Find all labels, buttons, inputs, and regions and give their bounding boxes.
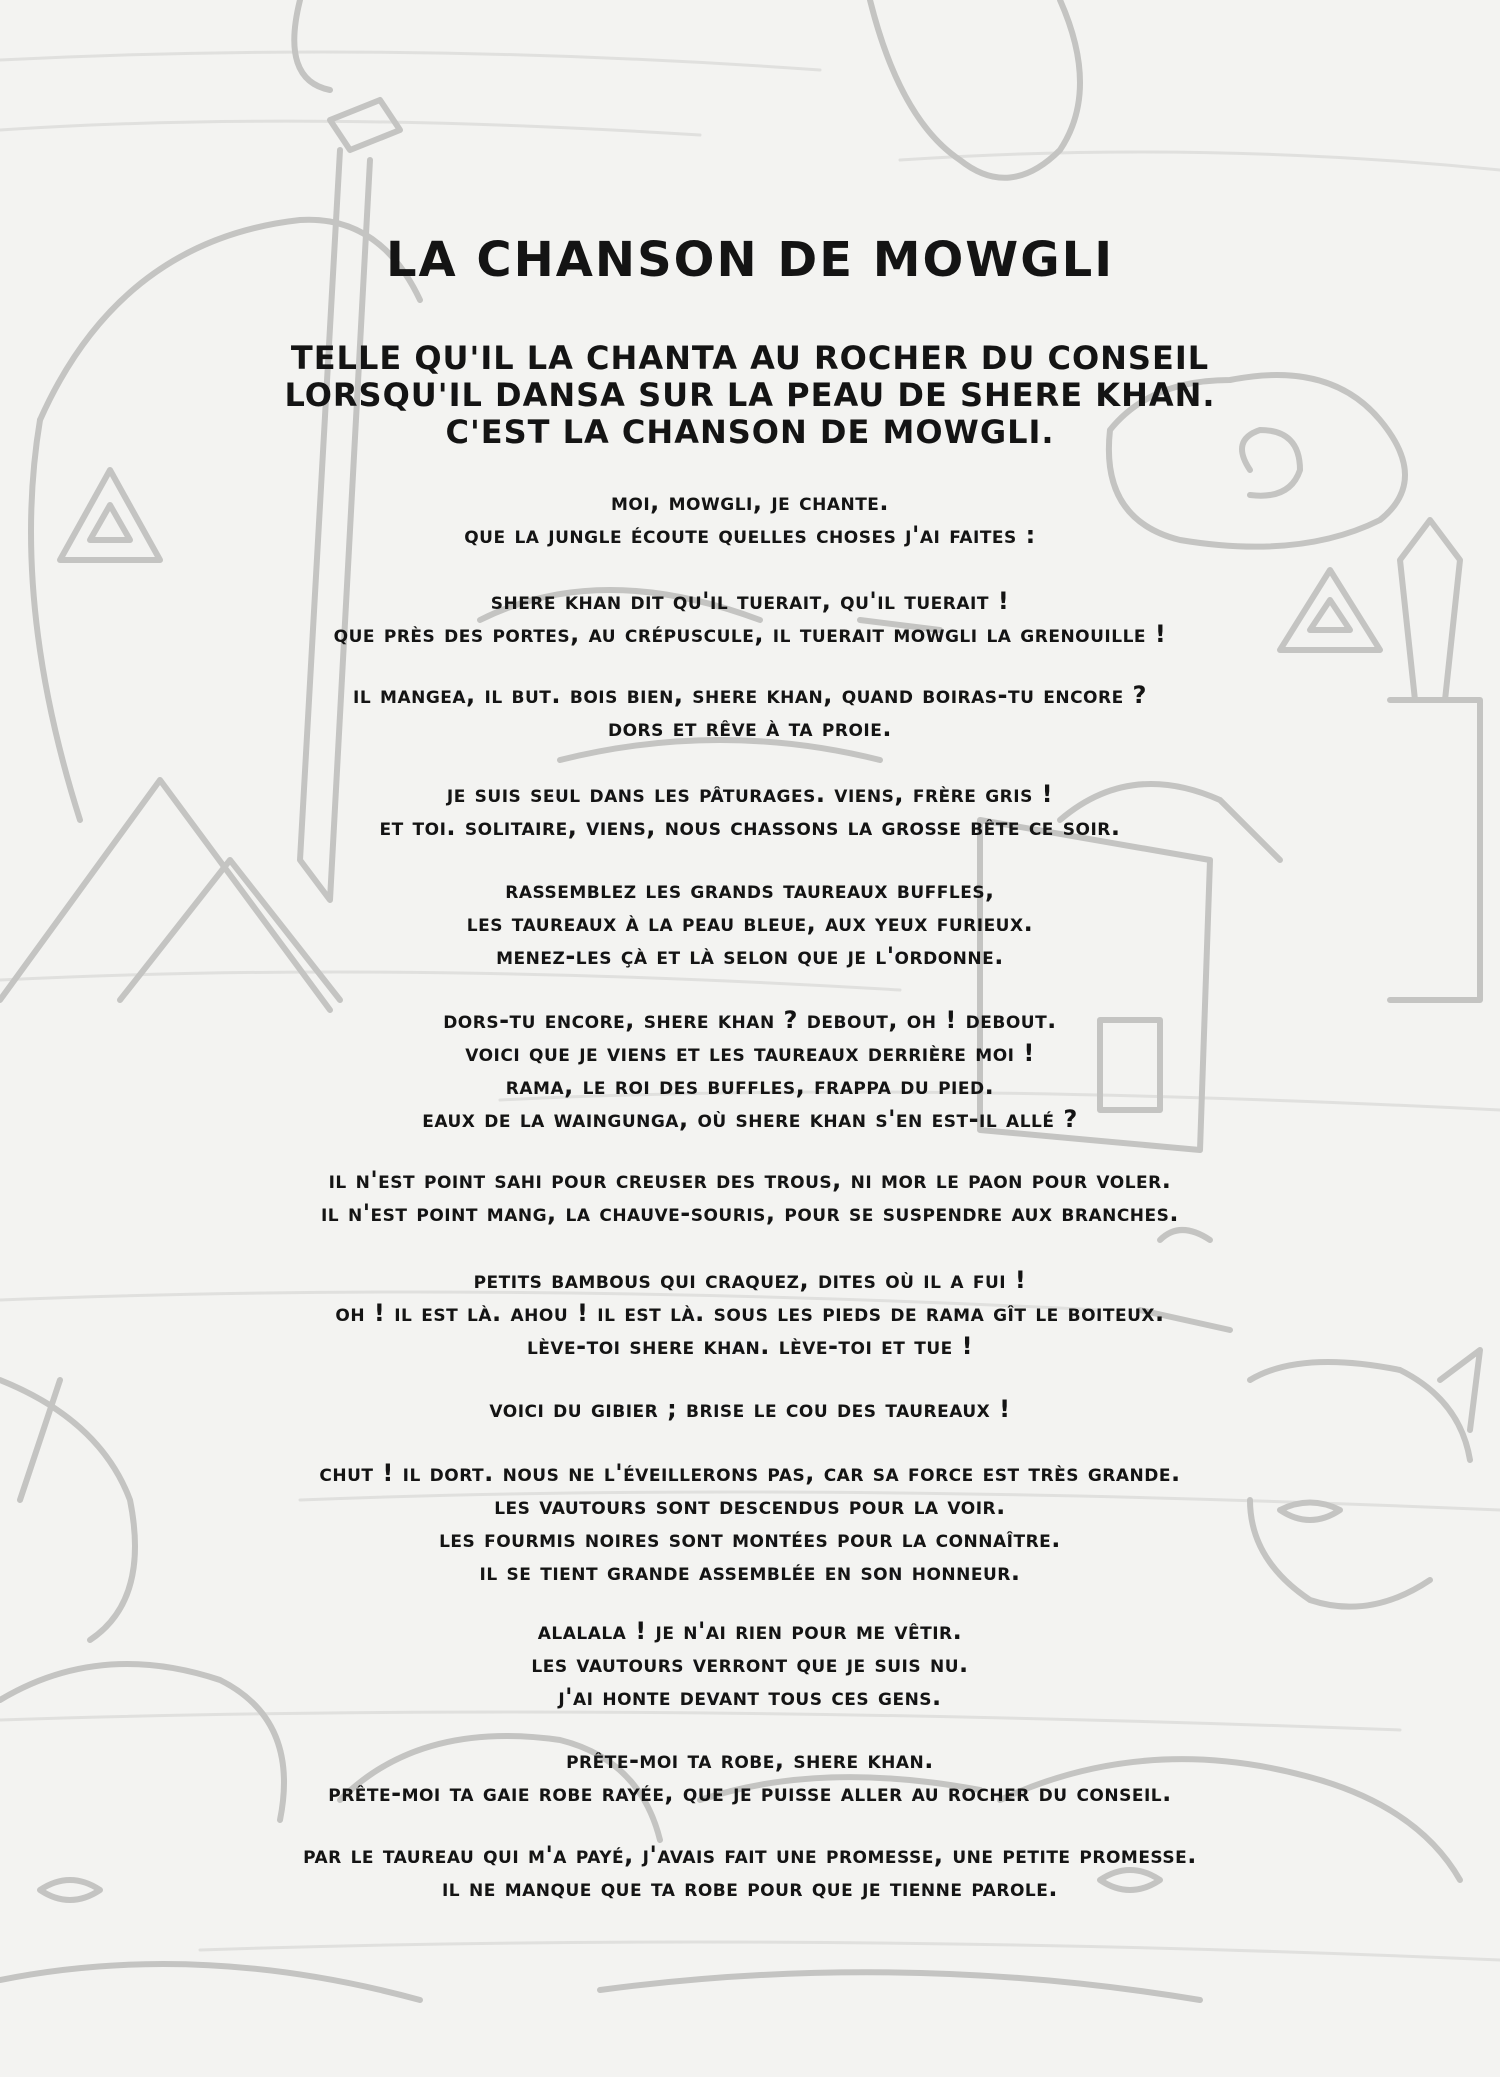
verse-line: il n'est point sahi pour creuser des trous, ni mor le paon pour voler. (328, 1166, 1172, 1194)
verse-line: rama, le roi des buffles, frappa du pied. (505, 1072, 995, 1100)
verse-line: prête-moi ta gaie robe rayée, que je puisse aller au rocher du conseil. (328, 1779, 1172, 1807)
stanza (0, 679, 1500, 745)
verse-line: il ne manque que ta robe pour que je tienne parole. (441, 1874, 1058, 1902)
verse-line: rassemblez les grands taureaux buffles, (505, 876, 995, 904)
subtitle-line: TELLE QU'IL LA CHANTA AU ROCHER DU CONSEIL (290, 339, 1210, 377)
stanza (0, 1744, 1500, 1810)
verse-line: il se tient grande assemblée en son honneur. (479, 1558, 1021, 1586)
stanza (0, 486, 1500, 552)
subtitle-line: C'EST LA CHANSON DE MOWGLI. (445, 413, 1055, 451)
stanza (0, 1457, 1500, 1589)
verse-line: les vautours verront que je suis nu. (531, 1650, 969, 1678)
verse-line: dors et rêve à ta proie. (607, 714, 892, 742)
poem-subtitle (0, 340, 1500, 451)
stanza (0, 1004, 1500, 1136)
verse-line: les fourmis noires sont montées pour la connaître. (439, 1525, 1061, 1553)
page-title: LA CHANSON DE MOWGLI (385, 232, 1115, 288)
verse-line: oh ! il est là. ahou ! il est là. sous les pieds de rama gît le boiteux. (335, 1299, 1165, 1327)
verse-line: par le taureau qui m'a payé, j'avais fait une promesse, une petite promesse. (303, 1841, 1197, 1869)
verse-line: chut ! il dort. nous ne l'éveillerons pas, car sa force est très grande. (319, 1459, 1181, 1487)
stanza (0, 585, 1500, 651)
subtitle-line: LORSQU'IL DANSA SUR LA PEAU DE SHERE KHAN. (284, 376, 1216, 414)
verse-line: eaux de la waingunga, où shere khan s'en est-il allé ? (422, 1105, 1078, 1133)
stanza (0, 1839, 1500, 1905)
verse-line: voici que je viens et les taureaux derrière moi ! (465, 1039, 1035, 1067)
verse-line: menez-les çà et là selon que je l'ordonne. (496, 942, 1004, 970)
stanza (0, 1615, 1500, 1714)
stanza (0, 874, 1500, 973)
verse-line: prête-moi ta robe, shere khan. (566, 1746, 934, 1774)
verse-line: dors-tu encore, shere khan ? debout, oh ! debout. (443, 1006, 1057, 1034)
verse-line: les vautours sont descendus pour la voir. (494, 1492, 1006, 1520)
stanza (0, 1164, 1500, 1230)
verse-line: moi, mowgli, je chante. (610, 488, 890, 516)
verse-line: shere khan dit qu'il tuerait, qu'il tuerait ! (490, 587, 1010, 615)
verse-line: alalala ! je n'ai rien pour me vêtir. (537, 1617, 963, 1645)
stanza (0, 778, 1500, 844)
stanza (0, 1264, 1500, 1363)
verse-line: il mangea, il but. bois bien, shere khan, quand boiras-tu encore ? (353, 681, 1147, 709)
verse-line: les taureaux à la peau bleue, aux yeux furieux. (466, 909, 1034, 937)
verse-line: que près des portes, au crépuscule, il tuerait mowgli la grenouille ! (333, 620, 1167, 648)
verse-line: voici du gibier ; brise le cou des taureaux ! (489, 1395, 1011, 1423)
verse-line: que la jungle écoute quelles choses j'ai faites : (464, 521, 1036, 549)
stanza (0, 1393, 1500, 1426)
verse-line: petits bambous qui craquez, dites où il a fui ! (473, 1266, 1027, 1294)
verse-line: j'ai honte devant tous ces gens. (558, 1683, 942, 1711)
verse-line: il n'est point mang, la chauve-souris, pour se suspendre aux branches. (320, 1199, 1180, 1227)
verse-line: je suis seul dans les pâturages. viens, frère gris ! (446, 780, 1054, 808)
verse-line: lève-toi shere khan. lève-toi et tue ! (526, 1332, 974, 1360)
verse-line: et toi. solitaire, viens, nous chassons la grosse bête ce soir. (379, 813, 1121, 841)
